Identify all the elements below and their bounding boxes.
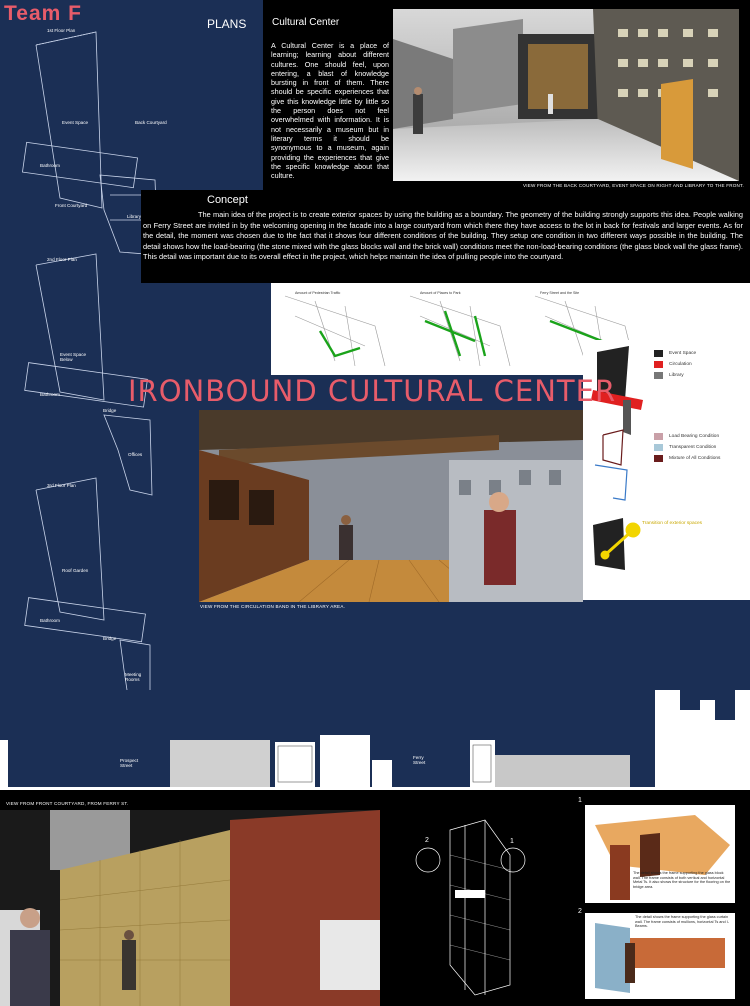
front-courtyard-render bbox=[0, 810, 380, 1006]
prospect-street-label: Prospect Street bbox=[120, 758, 139, 768]
ferry-street-label: Ferry Street bbox=[413, 755, 426, 765]
legend-item: Mixture of All Conditions bbox=[654, 455, 720, 462]
plan-label: Bathroom bbox=[40, 163, 60, 168]
map-title: Ferry Street and the Site bbox=[540, 291, 580, 295]
detail-number: 1 bbox=[578, 797, 582, 804]
plan-label: Event Space bbox=[62, 120, 89, 125]
legend-swatch bbox=[654, 372, 663, 379]
concept-title: Concept bbox=[207, 194, 248, 206]
concept-text: The main idea of the project is to create exterior spaces by using the building as a boundary. The geometry of the building strongly supports this idea. People walking on Ferry Street are invited in by the welcoming opening in the facade into a large courtyard from which there they have access to the lot in back for festivals and larger events. As for the detail, the moment was chosen due to the fact that it shows four different conditions of the building. They setup one condition in two different ways possible in the building. The detail shows how the load-bearing (the stone mixed with the glass blocks wall and the brick wall) conditions meet the non-load-bearing conditions (the glass block wall the glass frame). This detail was important due to its overall effect in the project, which helps maintain the idea of pulling people into the courtyard. bbox=[143, 210, 743, 262]
plan-label: Roof Garden bbox=[62, 568, 89, 573]
map-title: Amount of Pedestrian Traffic bbox=[295, 291, 341, 295]
courtyard-render bbox=[393, 9, 739, 181]
detail-number: 2 bbox=[578, 908, 582, 915]
courtyard-caption: VIEW FROM THE BACK COURTYARD, EVENT SPACE ON RIGHT AND LIBRARY TO THE FRONT. bbox=[523, 183, 745, 188]
plan-label: Back Courtyard bbox=[135, 120, 167, 125]
library-caption: VIEW FROM THE CIRCULATION BAND IN THE LIBRARY AREA. bbox=[200, 604, 346, 609]
cultural-center-title: Cultural Center bbox=[272, 17, 340, 28]
plans-heading: PLANS bbox=[207, 17, 247, 31]
axon-marker: 1 bbox=[510, 838, 514, 845]
plan-title-second: 2nd Floor Plan bbox=[47, 257, 77, 262]
transition-legend: Transition of exterior spaces bbox=[642, 521, 703, 526]
street-elevation bbox=[0, 690, 750, 790]
plan-title-third: 3rd Floor Plan bbox=[47, 483, 76, 488]
plan-label: Offices bbox=[128, 452, 143, 457]
library-render bbox=[199, 410, 583, 602]
detail-2-box bbox=[585, 913, 735, 999]
plan-label: Bridge bbox=[103, 636, 117, 641]
plan-label: Bathroom bbox=[40, 392, 60, 397]
legend-item: Event Space bbox=[654, 350, 696, 357]
legend-item: Circulation bbox=[654, 361, 692, 368]
detail-2-text: The detail shows the frame supporting the glass curtain wall. The frame consists of mullions, horizontal Ts and I-Beams. bbox=[635, 915, 729, 929]
plan-label: Bathroom bbox=[40, 618, 60, 623]
legend-item: Transparent Condition bbox=[654, 444, 716, 451]
legend-swatch bbox=[654, 361, 663, 368]
legend-swatch bbox=[654, 350, 663, 357]
front-courtyard-caption: VIEW FROM FRONT COURTYARD, FROM FERRY ST. bbox=[6, 801, 129, 806]
legend-item: Library bbox=[654, 372, 684, 379]
plan-label: Bridge bbox=[103, 408, 117, 413]
cultural-center-text: A Cultural Center is a place of learning; learning about different cultures. One should feel, upon entering, a blast of knowledge bursting in front of them. There should be specific experiences that give this knowledge little by little so the person does not feel overwhelmed with information. It is not necessarily a museum but in literary terms it should be synonymous to a museum, again providing the experiences that give the specific knowledge about that culture. bbox=[271, 41, 389, 181]
legend-item: Load Bearing Condition bbox=[654, 433, 719, 440]
plan-label: Meeting Rooms bbox=[125, 672, 142, 682]
floor-plans-drawing bbox=[0, 20, 200, 690]
detail-1-text: The detail shows the frame supporting the glass block wall. The frame consists of both vertical and horizontal Metal Ts. It also shows the structure for the flooring on the bridge area. bbox=[633, 871, 731, 889]
legend-swatch bbox=[654, 433, 663, 440]
plan-title-first: 1st Floor Plan bbox=[47, 28, 76, 33]
project-title: IRONBOUND CULTURAL CENTER bbox=[128, 374, 617, 408]
axon-marker: 2 bbox=[425, 837, 429, 844]
plan-label: Event Space Below bbox=[60, 352, 87, 362]
plan-label: Front Courtyard bbox=[55, 203, 88, 208]
diagrams-title: DIAGRAMS bbox=[656, 285, 705, 295]
legend-swatch bbox=[654, 444, 663, 451]
legend-swatch bbox=[654, 455, 663, 462]
map-title: Amount of Places to Park bbox=[420, 291, 461, 295]
detail-1-box bbox=[585, 805, 735, 903]
plan-label: Library bbox=[127, 214, 142, 219]
team-title: Team F bbox=[4, 2, 82, 25]
